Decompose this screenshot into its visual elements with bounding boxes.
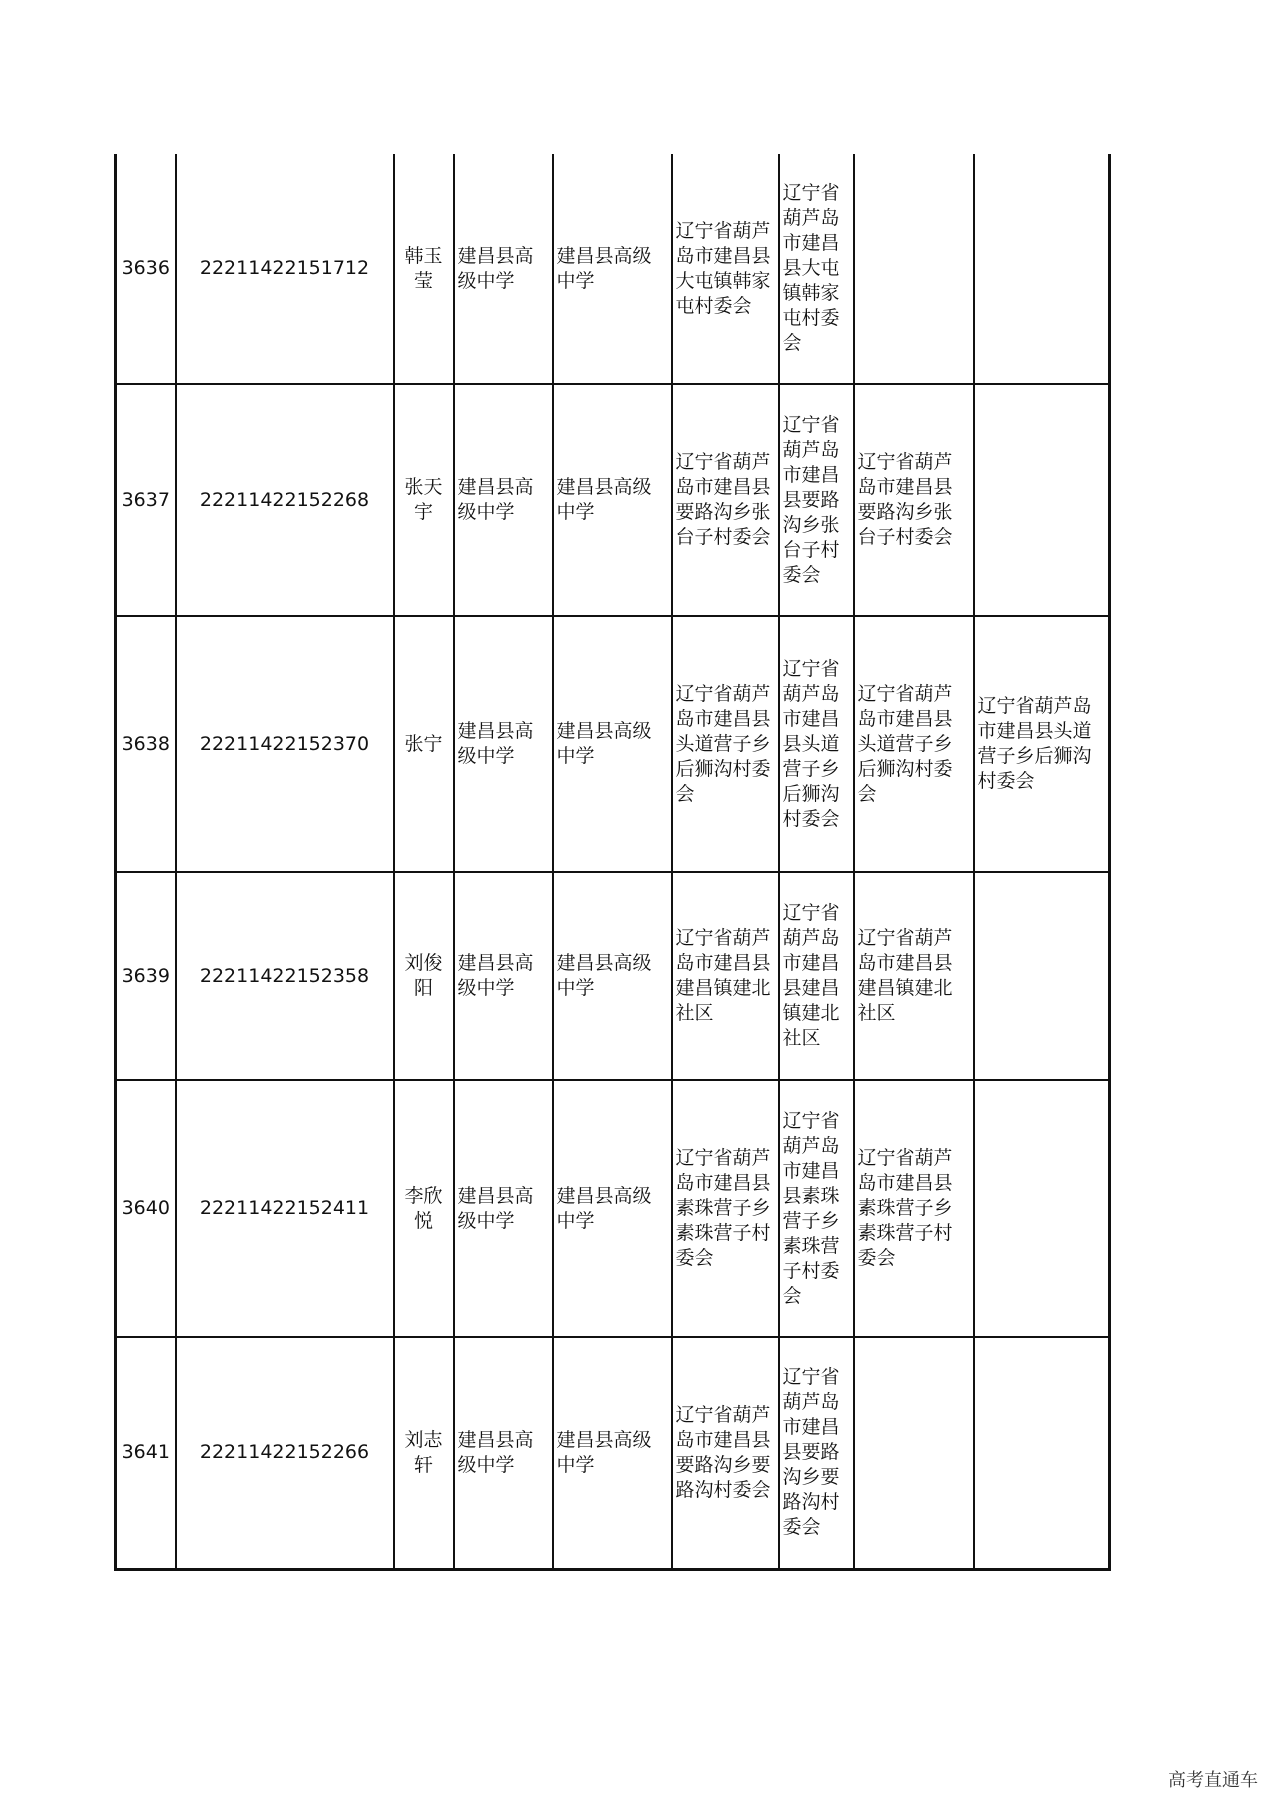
ticket-number-cell: 22211422152358 (176, 872, 394, 1080)
seq-cell: 3638 (116, 616, 176, 872)
student-name-cell: 李欣悦 (394, 1080, 454, 1337)
ticket-number-cell: 22211422151712 (176, 154, 394, 384)
student-address-table (114, 154, 1111, 1571)
school-cell: 建昌县高级中学 (454, 1337, 553, 1569)
graduation-school-cell: 建昌县高级中学 (553, 1337, 672, 1569)
school-cell: 建昌县高级中学 (454, 1080, 553, 1337)
ticket-number-cell: 22211422152266 (176, 1337, 394, 1569)
seq-cell: 3640 (116, 1080, 176, 1337)
address-cell-1: 辽宁省葫芦岛市建昌县要路沟乡张台子村委会 (672, 384, 779, 616)
address-cell-1: 辽宁省葫芦岛市建昌县大屯镇韩家屯村委会 (672, 154, 779, 384)
ticket-number-cell: 22211422152268 (176, 384, 394, 616)
seq-cell: 3636 (116, 154, 176, 384)
address-cell-1: 辽宁省葫芦岛市建昌县头道营子乡后狮沟村委会 (672, 616, 779, 872)
address-cell-3: 辽宁省葫芦岛市建昌县要路沟乡张台子村委会 (854, 384, 974, 616)
address-cell-1: 辽宁省葫芦岛市建昌县建昌镇建北社区 (672, 872, 779, 1080)
address-cell-2: 辽宁省葫芦岛市建昌县头道营子乡后狮沟村委会 (779, 616, 854, 872)
table-row (116, 154, 1110, 384)
address-cell-3: 辽宁省葫芦岛市建昌县建昌镇建北社区 (854, 872, 974, 1080)
graduation-school-cell: 建昌县高级中学 (553, 872, 672, 1080)
school-cell: 建昌县高级中学 (454, 616, 553, 872)
address-cell-4 (974, 1337, 1110, 1569)
table-row (116, 1080, 1110, 1337)
graduation-school-cell: 建昌县高级中学 (553, 154, 672, 384)
address-cell-2: 辽宁省葫芦岛市建昌县要路沟乡要路沟村委会 (779, 1337, 854, 1569)
address-cell-1: 辽宁省葫芦岛市建昌县素珠营子乡素珠营子村委会 (672, 1080, 779, 1337)
ticket-number-cell: 22211422152411 (176, 1080, 394, 1337)
address-cell-3: 辽宁省葫芦岛市建昌县素珠营子乡素珠营子村委会 (854, 1080, 974, 1337)
graduation-school-cell: 建昌县高级中学 (553, 616, 672, 872)
seq-cell: 3641 (116, 1337, 176, 1569)
student-name-cell: 张天宇 (394, 384, 454, 616)
ticket-number-cell: 22211422152370 (176, 616, 394, 872)
address-cell-2: 辽宁省葫芦岛市建昌县素珠营子乡素珠营子村委会 (779, 1080, 854, 1337)
student-name-cell: 刘志轩 (394, 1337, 454, 1569)
address-cell-2: 辽宁省葫芦岛市建昌县要路沟乡张台子村委会 (779, 384, 854, 616)
address-cell-4 (974, 872, 1110, 1080)
address-cell-4 (974, 384, 1110, 616)
address-cell-3 (854, 1337, 974, 1569)
address-cell-2: 辽宁省葫芦岛市建昌县建昌镇建北社区 (779, 872, 854, 1080)
student-name-cell: 刘俊阳 (394, 872, 454, 1080)
address-cell-2: 辽宁省葫芦岛市建昌县大屯镇韩家屯村委会 (779, 154, 854, 384)
student-name-cell: 韩玉莹 (394, 154, 454, 384)
seq-cell: 3637 (116, 384, 176, 616)
address-cell-3: 辽宁省葫芦岛市建昌县头道营子乡后狮沟村委会 (854, 616, 974, 872)
address-cell-4: 辽宁省葫芦岛市建昌县头道营子乡后狮沟村委会 (974, 616, 1110, 872)
address-cell-1: 辽宁省葫芦岛市建昌县要路沟乡要路沟村委会 (672, 1337, 779, 1569)
graduation-school-cell: 建昌县高级中学 (553, 1080, 672, 1337)
school-cell: 建昌县高级中学 (454, 154, 553, 384)
school-cell: 建昌县高级中学 (454, 384, 553, 616)
table-row (116, 872, 1110, 1080)
school-cell: 建昌县高级中学 (454, 872, 553, 1080)
table-row (116, 384, 1110, 616)
seq-cell: 3639 (116, 872, 176, 1080)
address-cell-4 (974, 154, 1110, 384)
table-row (116, 1337, 1110, 1569)
address-cell-4 (974, 1080, 1110, 1337)
address-cell-3 (854, 154, 974, 384)
graduation-school-cell: 建昌县高级中学 (553, 384, 672, 616)
table-row (116, 616, 1110, 872)
student-name-cell: 张宁 (394, 616, 454, 872)
watermark: 高考直通车 (1168, 1770, 1258, 1791)
